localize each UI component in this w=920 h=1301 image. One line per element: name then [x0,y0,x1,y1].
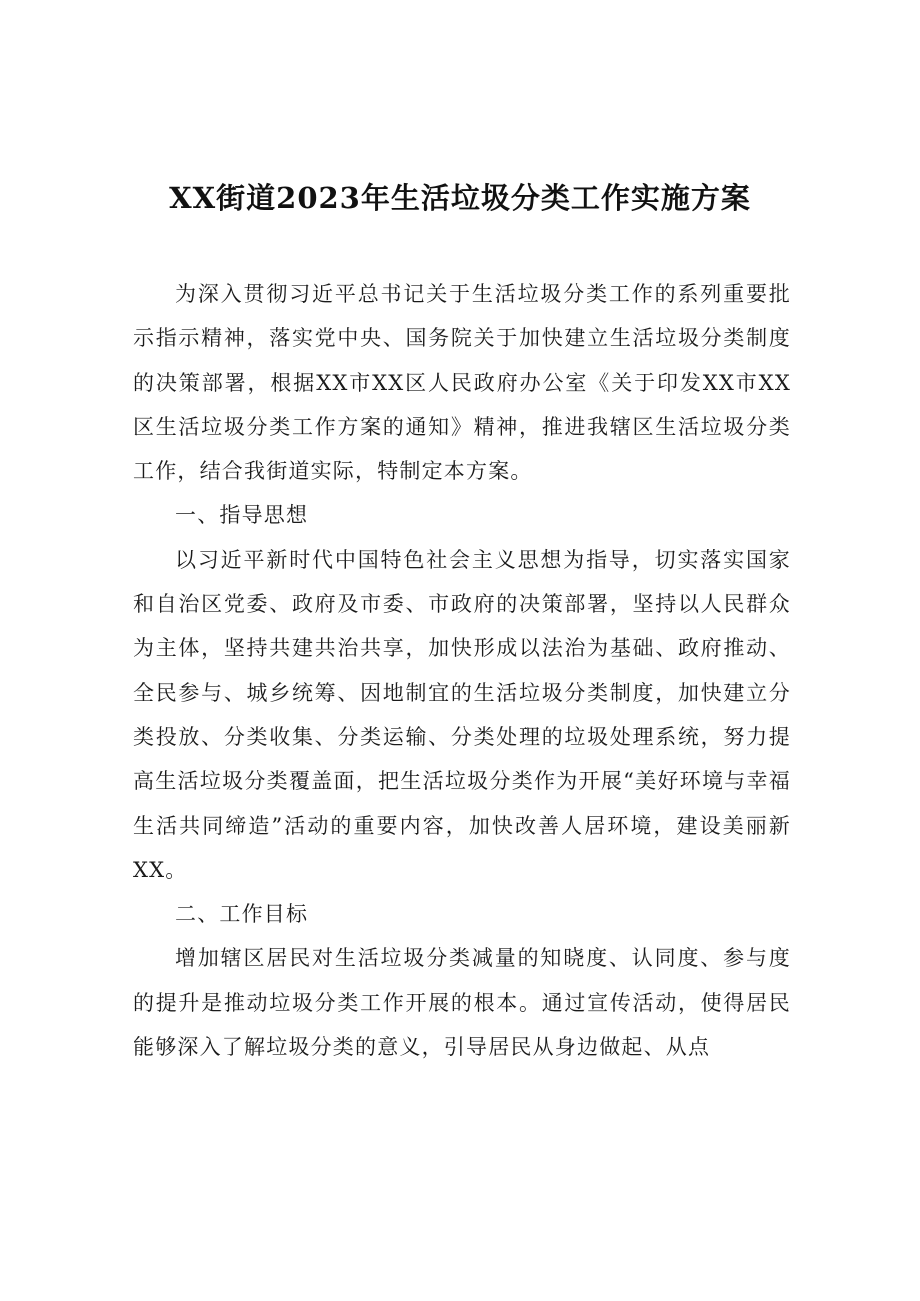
section-heading-guiding-ideology: 一、指导思想 [175,503,309,528]
document-title: XX街道2023年生活垃圾分类工作实施方案 [169,181,751,215]
document-body [133,272,791,1069]
guiding-ideology-paragraph: 以习近平新时代中国特色社会主义思想为指导，切实落实国家和自治区党委、政府及市委、市政府的决策部署，坚持以人民群众为主体，坚持共建共治共享，加快形成以法治为基础、政府推动、全民参与、城乡统筹、因地制宜的生活垃圾分类制度，加快建立分类投放、分类收集、分类运输、分类处理的垃圾处理系统，努力提高生活垃圾分类覆盖面，把生活垃圾分类作为开展“美好环境与幸福生活共同缔造”活动的重要内容，加快改善人居环境，建设美丽新XX。 [133,547,791,882]
work-goals-paragraph: 增加辖区居民对生活垃圾分类减量的知晓度、认同度、参与度的提升是推动垃圾分类工作开展的根本。通过宣传活动，使得居民能够深入了解垃圾分类的意义，引导居民从身边做起、从点 [133,946,791,1060]
intro-paragraph: 为深入贯彻习近平总书记关于生活垃圾分类工作的系列重要批示指示精神，落实党中央、国务院关于加快建立生活垃圾分类制度的决策部署，根据XX市XX区人民政府办公室《关于印发XX市XX区生活垃圾分类工作方案的通知》精神，推进我辖区生活垃圾分类工作，结合我街道实际，特制定本方案。 [133,282,791,484]
section-heading-work-goals: 二、工作目标 [175,902,309,927]
